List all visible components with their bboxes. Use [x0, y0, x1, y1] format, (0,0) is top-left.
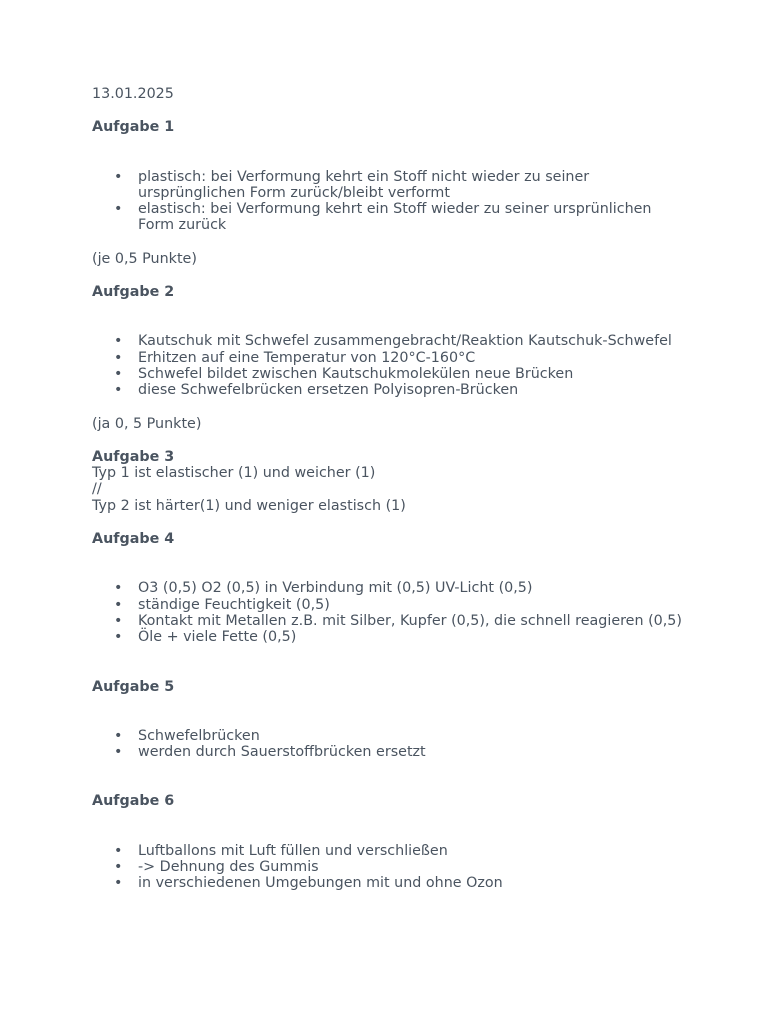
list-item: • -> Dehnung des Gummis	[138, 859, 692, 875]
task-3-line: Typ 2 ist härter(1) und weniger elastisch (1)	[92, 497, 406, 514]
list-item: • elastisch: bei Verformung kehrt ein Stoff wieder zu seiner ursprünlichen Form zurück	[138, 201, 692, 234]
list-item: • werden durch Sauerstoffbrücken ersetzt	[138, 744, 692, 760]
list-item: • O3 (0,5) O2 (0,5) in Verbindung mit (0,5) UV-Licht (0,5)	[138, 580, 692, 596]
list-item: • Kontakt mit Metallen z.B. mit Silber, Kupfer (0,5), die schnell reagieren (0,5)	[138, 613, 692, 629]
list-item: • diese Schwefelbrücken ersetzen Polyisopren-Brücken	[138, 382, 692, 398]
task-5-heading: Aufgabe 5	[92, 678, 175, 695]
list-item: • Schwefel bildet zwischen Kautschukmolekülen neue Brücken	[138, 366, 692, 382]
document-page	[92, 86, 692, 892]
task-2-note: (ja 0, 5 Punkte)	[92, 415, 202, 432]
document-date: 13.01.2025	[92, 86, 174, 102]
task-1-list	[92, 169, 692, 234]
task-3-line: Typ 1 ist elastischer (1) und weicher (1)	[92, 465, 376, 482]
list-item: • Schwefelbrücken	[138, 728, 692, 744]
task-1-note: (je 0,5 Punkte)	[92, 250, 197, 267]
list-item: • ständige Feuchtigkeit (0,5)	[138, 597, 692, 613]
task-2-list	[92, 333, 692, 398]
list-item: • Luftballons mit Luft füllen und verschließen	[138, 843, 692, 859]
list-item: • Kautschuk mit Schwefel zusammengebracht/Reaktion Kautschuk-Schwefel	[138, 333, 692, 349]
list-item: • Öle + viele Fette (0,5)	[138, 629, 692, 645]
task-4-heading: Aufgabe 4	[92, 531, 175, 548]
task-1-heading: Aufgabe 1	[92, 119, 175, 136]
list-item: • plastisch: bei Verformung kehrt ein Stoff nicht wieder zu seiner ursprünglichen Form zurück/bleibt verformt	[138, 169, 692, 202]
task-3-heading: Aufgabe 3	[92, 448, 175, 465]
task-3-line: //	[92, 481, 102, 498]
list-item: • in verschiedenen Umgebungen mit und ohne Ozon	[138, 875, 692, 891]
task-5-list	[92, 728, 692, 761]
list-item: • Erhitzen auf eine Temperatur von 120°C-160°C	[138, 350, 692, 366]
task-6-list	[92, 843, 692, 892]
task-4-list	[92, 580, 692, 645]
task-2-heading: Aufgabe 2	[92, 284, 175, 301]
task-6-heading: Aufgabe 6	[92, 793, 175, 810]
